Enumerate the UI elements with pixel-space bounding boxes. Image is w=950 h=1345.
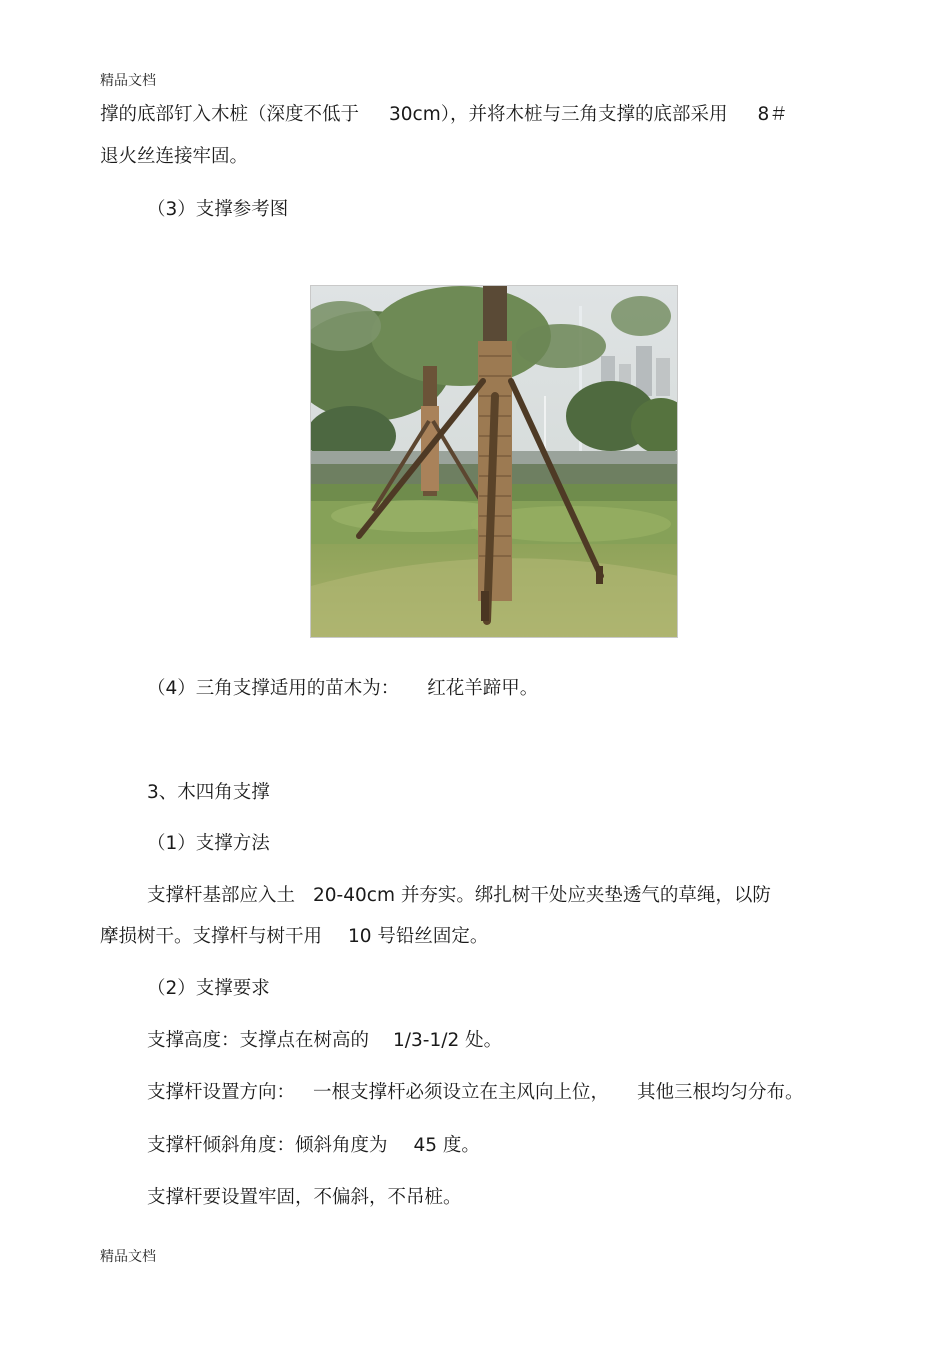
applicable-plants-value: 红花羊蹄甲。 xyxy=(427,678,539,699)
support-firm-line: 支撑杆要设置牢固，不偏斜，不吊桩。 xyxy=(147,1187,462,1208)
direction-text-a: 支撑杆设置方向： xyxy=(147,1082,296,1103)
direction-text-c: 其他三根均匀分布。 xyxy=(637,1082,804,1103)
support-reference-photo xyxy=(310,285,678,638)
angle-text-a: 支撑杆倾斜角度：倾斜角度为 xyxy=(147,1135,388,1156)
method-text-c: 摩损树干。支撑杆与树干用 xyxy=(100,926,323,947)
applicable-plants-label: （4）三角支撑适用的苗木为： xyxy=(147,678,400,699)
height-text-a: 支撑高度：支撑点在树高的 xyxy=(147,1030,370,1051)
method-line1 xyxy=(147,883,771,909)
figure-heading: （3）支撑参考图 xyxy=(147,199,289,220)
para1-line1 xyxy=(100,102,788,128)
support-height-line xyxy=(147,1028,502,1054)
method-text-d: 10 号铅丝固定。 xyxy=(348,926,489,947)
method-text-a: 支撑杆基部应入土 xyxy=(147,885,296,906)
para1-text-a: 撑的底部钉入木桩（深度不低于 xyxy=(100,104,360,125)
height-text-b: 1/3-1/2 处。 xyxy=(393,1030,503,1051)
para1-line2: 退火丝连接牢固。 xyxy=(100,146,249,167)
support-direction-line xyxy=(147,1080,804,1106)
direction-text-b: 一根支撑杆必须设立在主风向上位， xyxy=(313,1082,610,1103)
para1-text-b: 30cm），并将木桩与三角支撑的底部采用 xyxy=(389,104,728,125)
para1-text-c: 8＃ xyxy=(757,104,788,125)
applicable-plants-line xyxy=(147,676,538,702)
page-footer: 精品文档 xyxy=(100,1249,156,1265)
requirement-heading: （2）支撑要求 xyxy=(147,978,270,999)
page-header: 精品文档 xyxy=(100,73,156,89)
method-line2 xyxy=(100,924,488,950)
angle-text-b: 45 度。 xyxy=(413,1135,480,1156)
method-text-b: 20-40cm 并夯实。绑扎树干处应夹垫透气的草绳，以防 xyxy=(313,885,771,906)
section-title: 3、木四角支撑 xyxy=(147,782,270,803)
support-angle-line xyxy=(147,1133,480,1159)
method-heading: （1）支撑方法 xyxy=(147,833,270,854)
